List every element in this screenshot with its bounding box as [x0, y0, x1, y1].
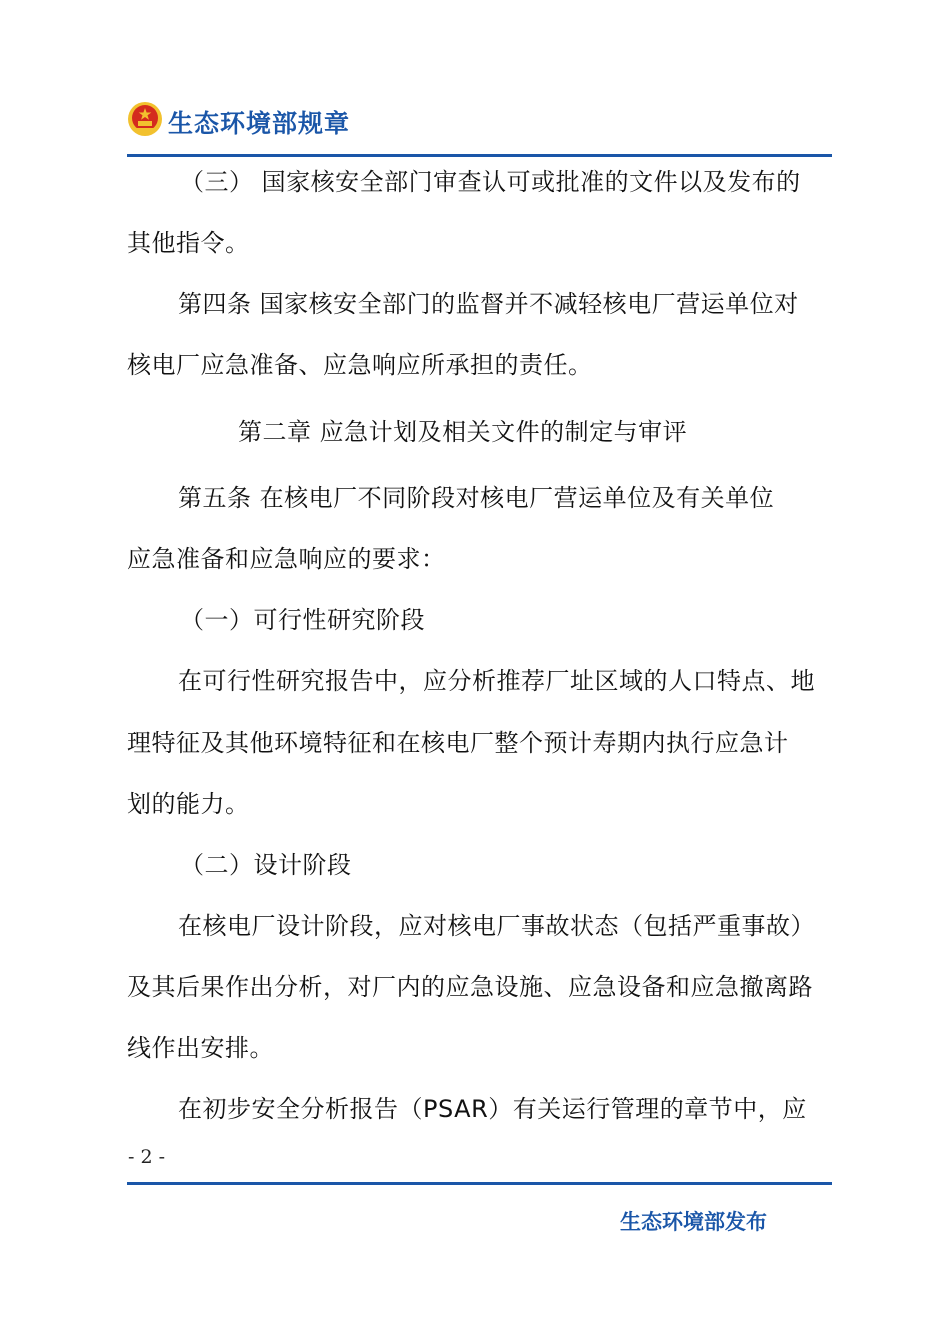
text-line: 第四条 国家核安全部门的监督并不减轻核电厂营运单位对 — [178, 290, 799, 318]
page-number: - 2 - — [128, 1146, 166, 1168]
text-line: 及其后果作出分析，对厂内的应急设施、应急设备和应急撤离路 — [127, 973, 813, 1001]
header-title: 生态环境部规章 — [168, 109, 351, 138]
text-line: 核电厂应急准备、应急响应所承担的责任。 — [127, 351, 593, 379]
text-line: 其他指令。 — [127, 229, 250, 257]
text-line: 线作出安排。 — [127, 1034, 274, 1062]
text-line: （一）可行性研究阶段 — [180, 606, 425, 634]
text-line: 在初步安全分析报告（PSAR）有关运行管理的章节中，应 — [178, 1095, 807, 1123]
text-line: （二）设计阶段 — [180, 851, 352, 879]
chapter-heading: 第二章 应急计划及相关文件的制定与审评 — [238, 418, 688, 446]
text-line: 在可行性研究报告中，应分析推荐厂址区域的人口特点、地 — [178, 667, 815, 695]
text-line: （三） 国家核安全部门审查认可或批准的文件以及发布的 — [180, 168, 801, 196]
footer-publisher: 生态环境部发布 — [620, 1210, 767, 1234]
text-line: 第五条 在核电厂不同阶段对核电厂营运单位及有关单位 — [178, 484, 775, 512]
footer-divider — [127, 1182, 832, 1185]
text-line: 划的能力。 — [127, 790, 250, 818]
header-divider — [127, 154, 832, 157]
text-line: 在核电厂设计阶段，应对核电厂事故状态（包括严重事故） — [178, 912, 815, 940]
text-line: 应急准备和应急响应的要求： — [127, 545, 446, 573]
national-emblem-icon — [127, 101, 163, 137]
text-line: 理特征及其他环境特征和在核电厂整个预计寿期内执行应急计 — [127, 729, 789, 757]
